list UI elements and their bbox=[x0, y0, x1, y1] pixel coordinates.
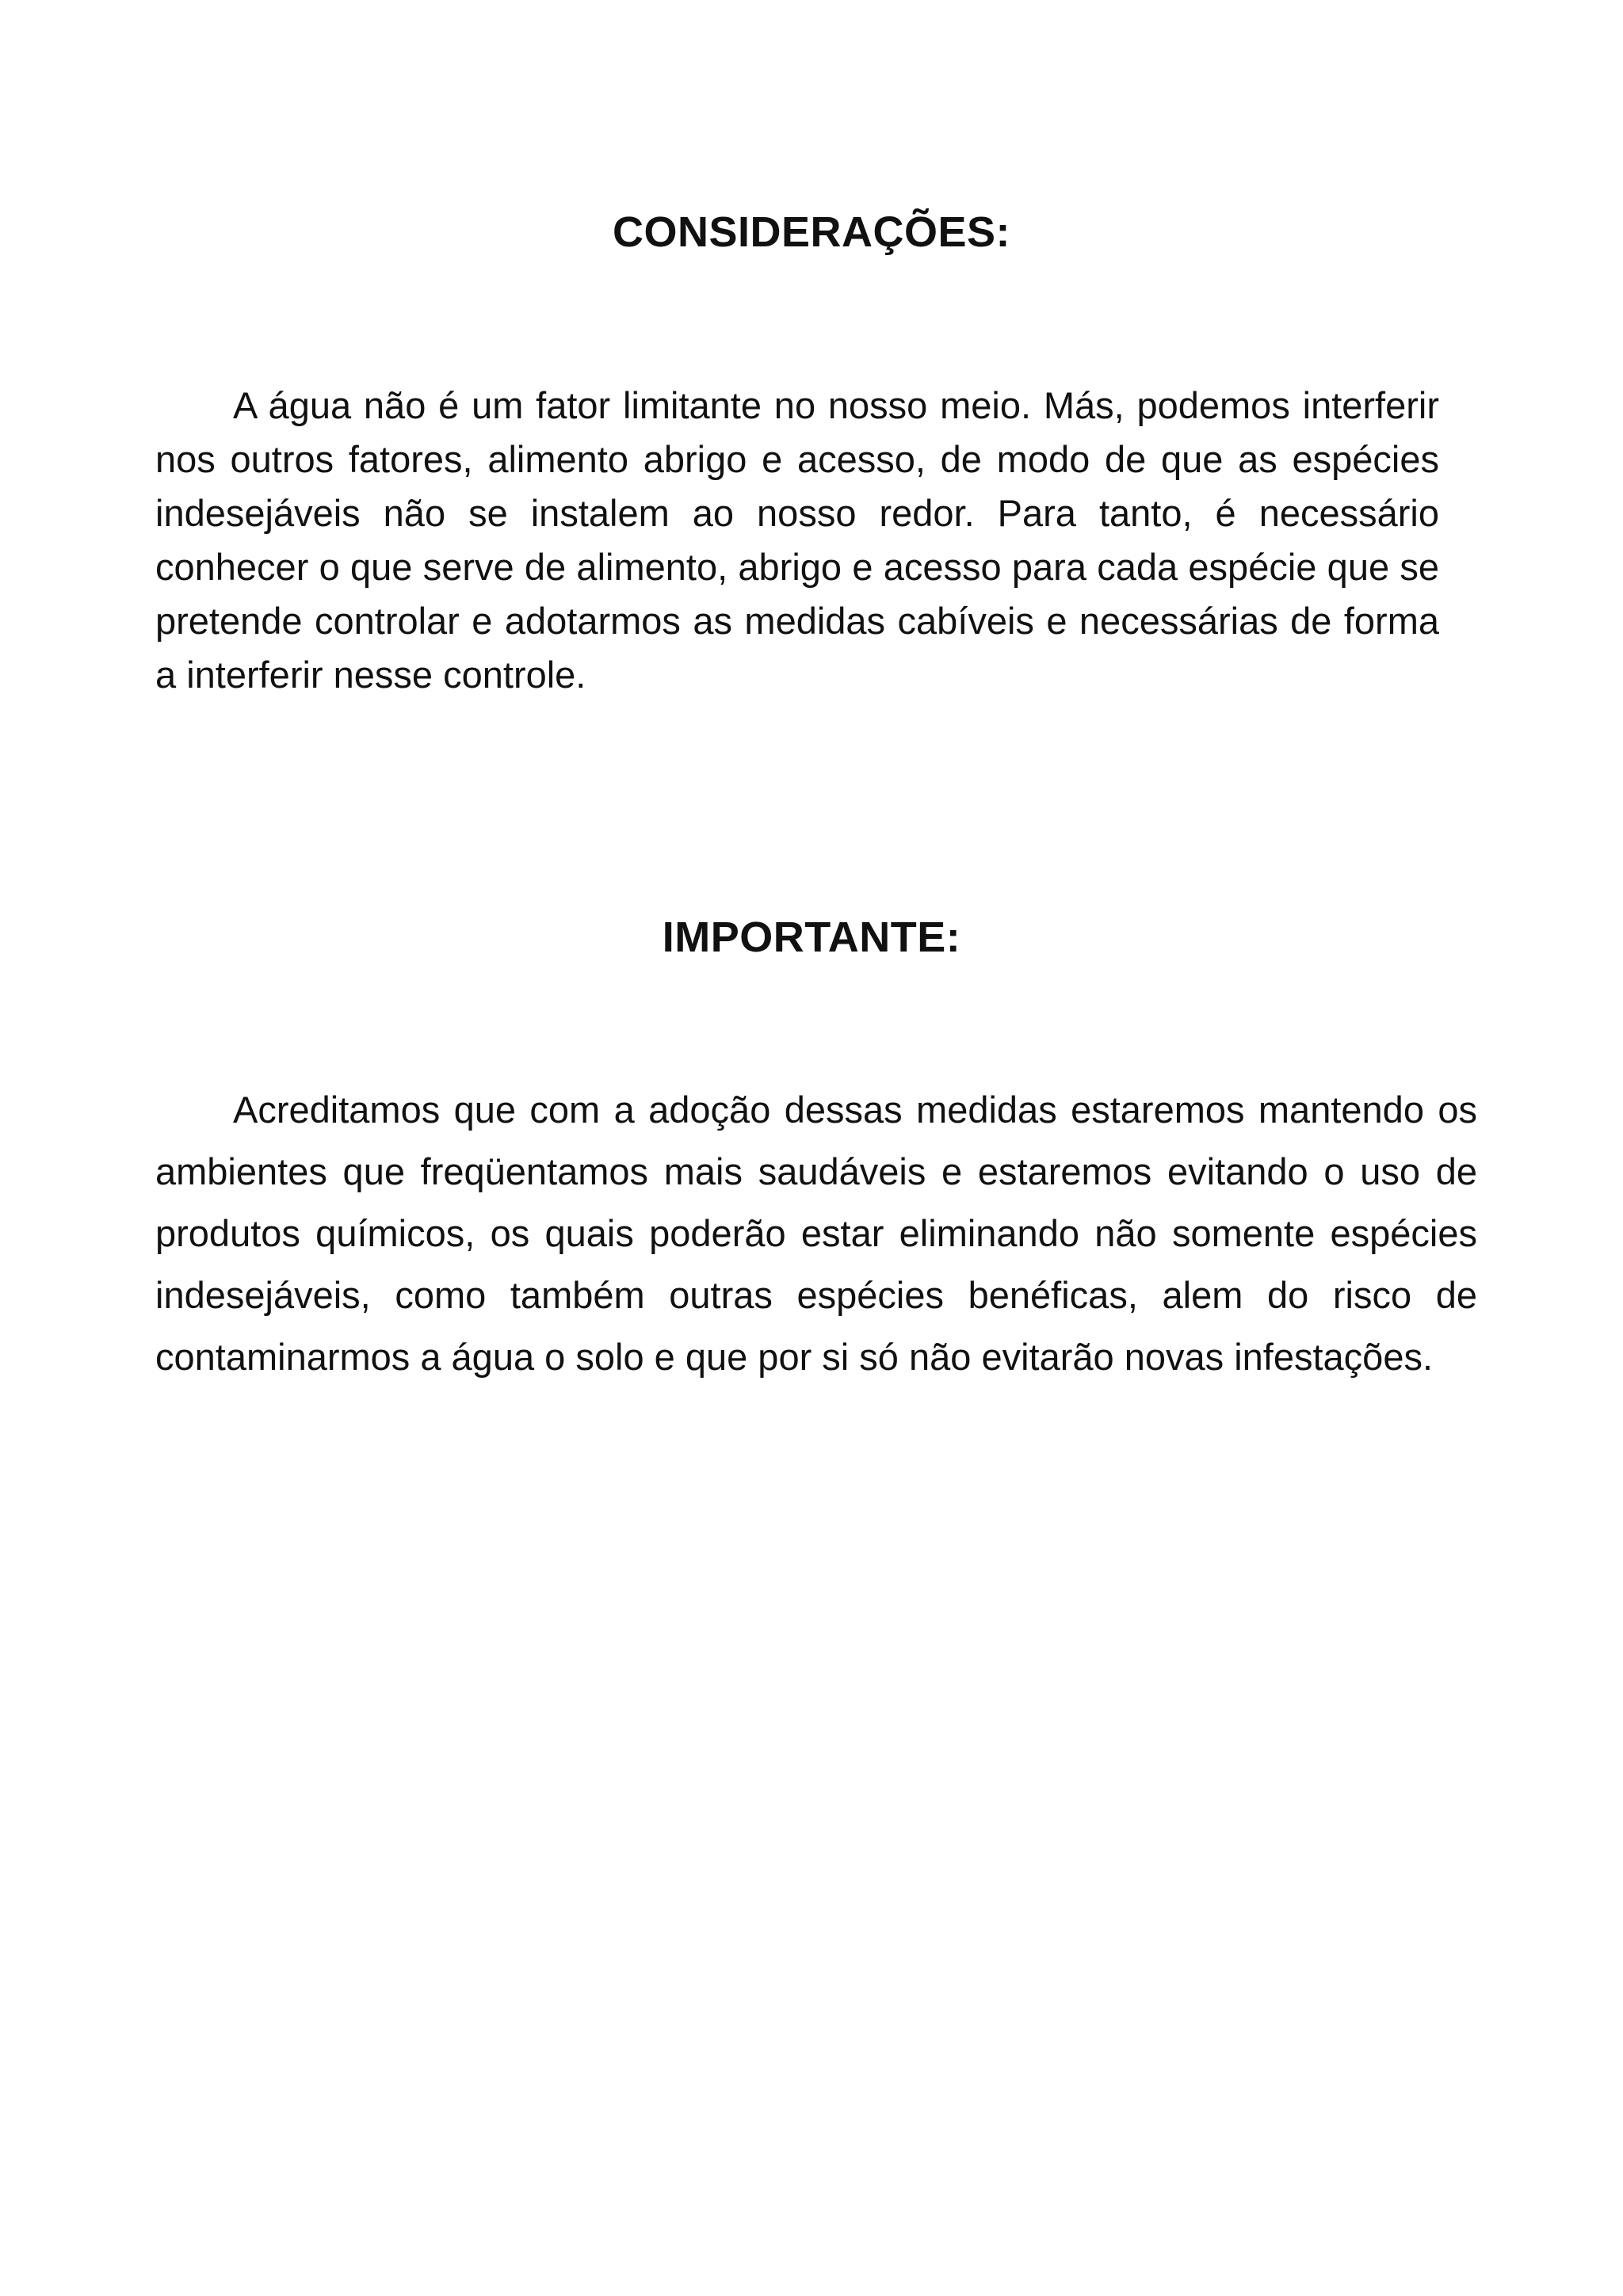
important-heading: IMPORTANTE: bbox=[662, 913, 961, 961]
considerations-paragraph: A água não é um fator limitante no nosso meio. Más, podemos interferir nos outros fatores, alimento abrigo e acesso, de modo de que as espécies indesejáveis não se instalem ao nosso redor. Para tanto, é necessário conhecer o que serve de alimento, abrigo e acesso para cada espécie que se pretende controlar e adotarmos as medidas cabíveis e necessárias de forma a interferir nesse controle. bbox=[155, 384, 1439, 696]
considerations-heading: CONSIDERAÇÕES: bbox=[612, 208, 1011, 256]
important-paragraph: Acreditamos que com a adoção dessas medidas estaremos mantendo os ambientes que freqüentamos mais saudáveis e estaremos evitando o uso de produtos químicos, os quais poderão estar eliminando não somente espécies indesejáveis, como também outras espécies benéficas, alem do risco de contaminarmos a água o solo e que por si só não evitarão novas infestações. bbox=[155, 1089, 1477, 1378]
